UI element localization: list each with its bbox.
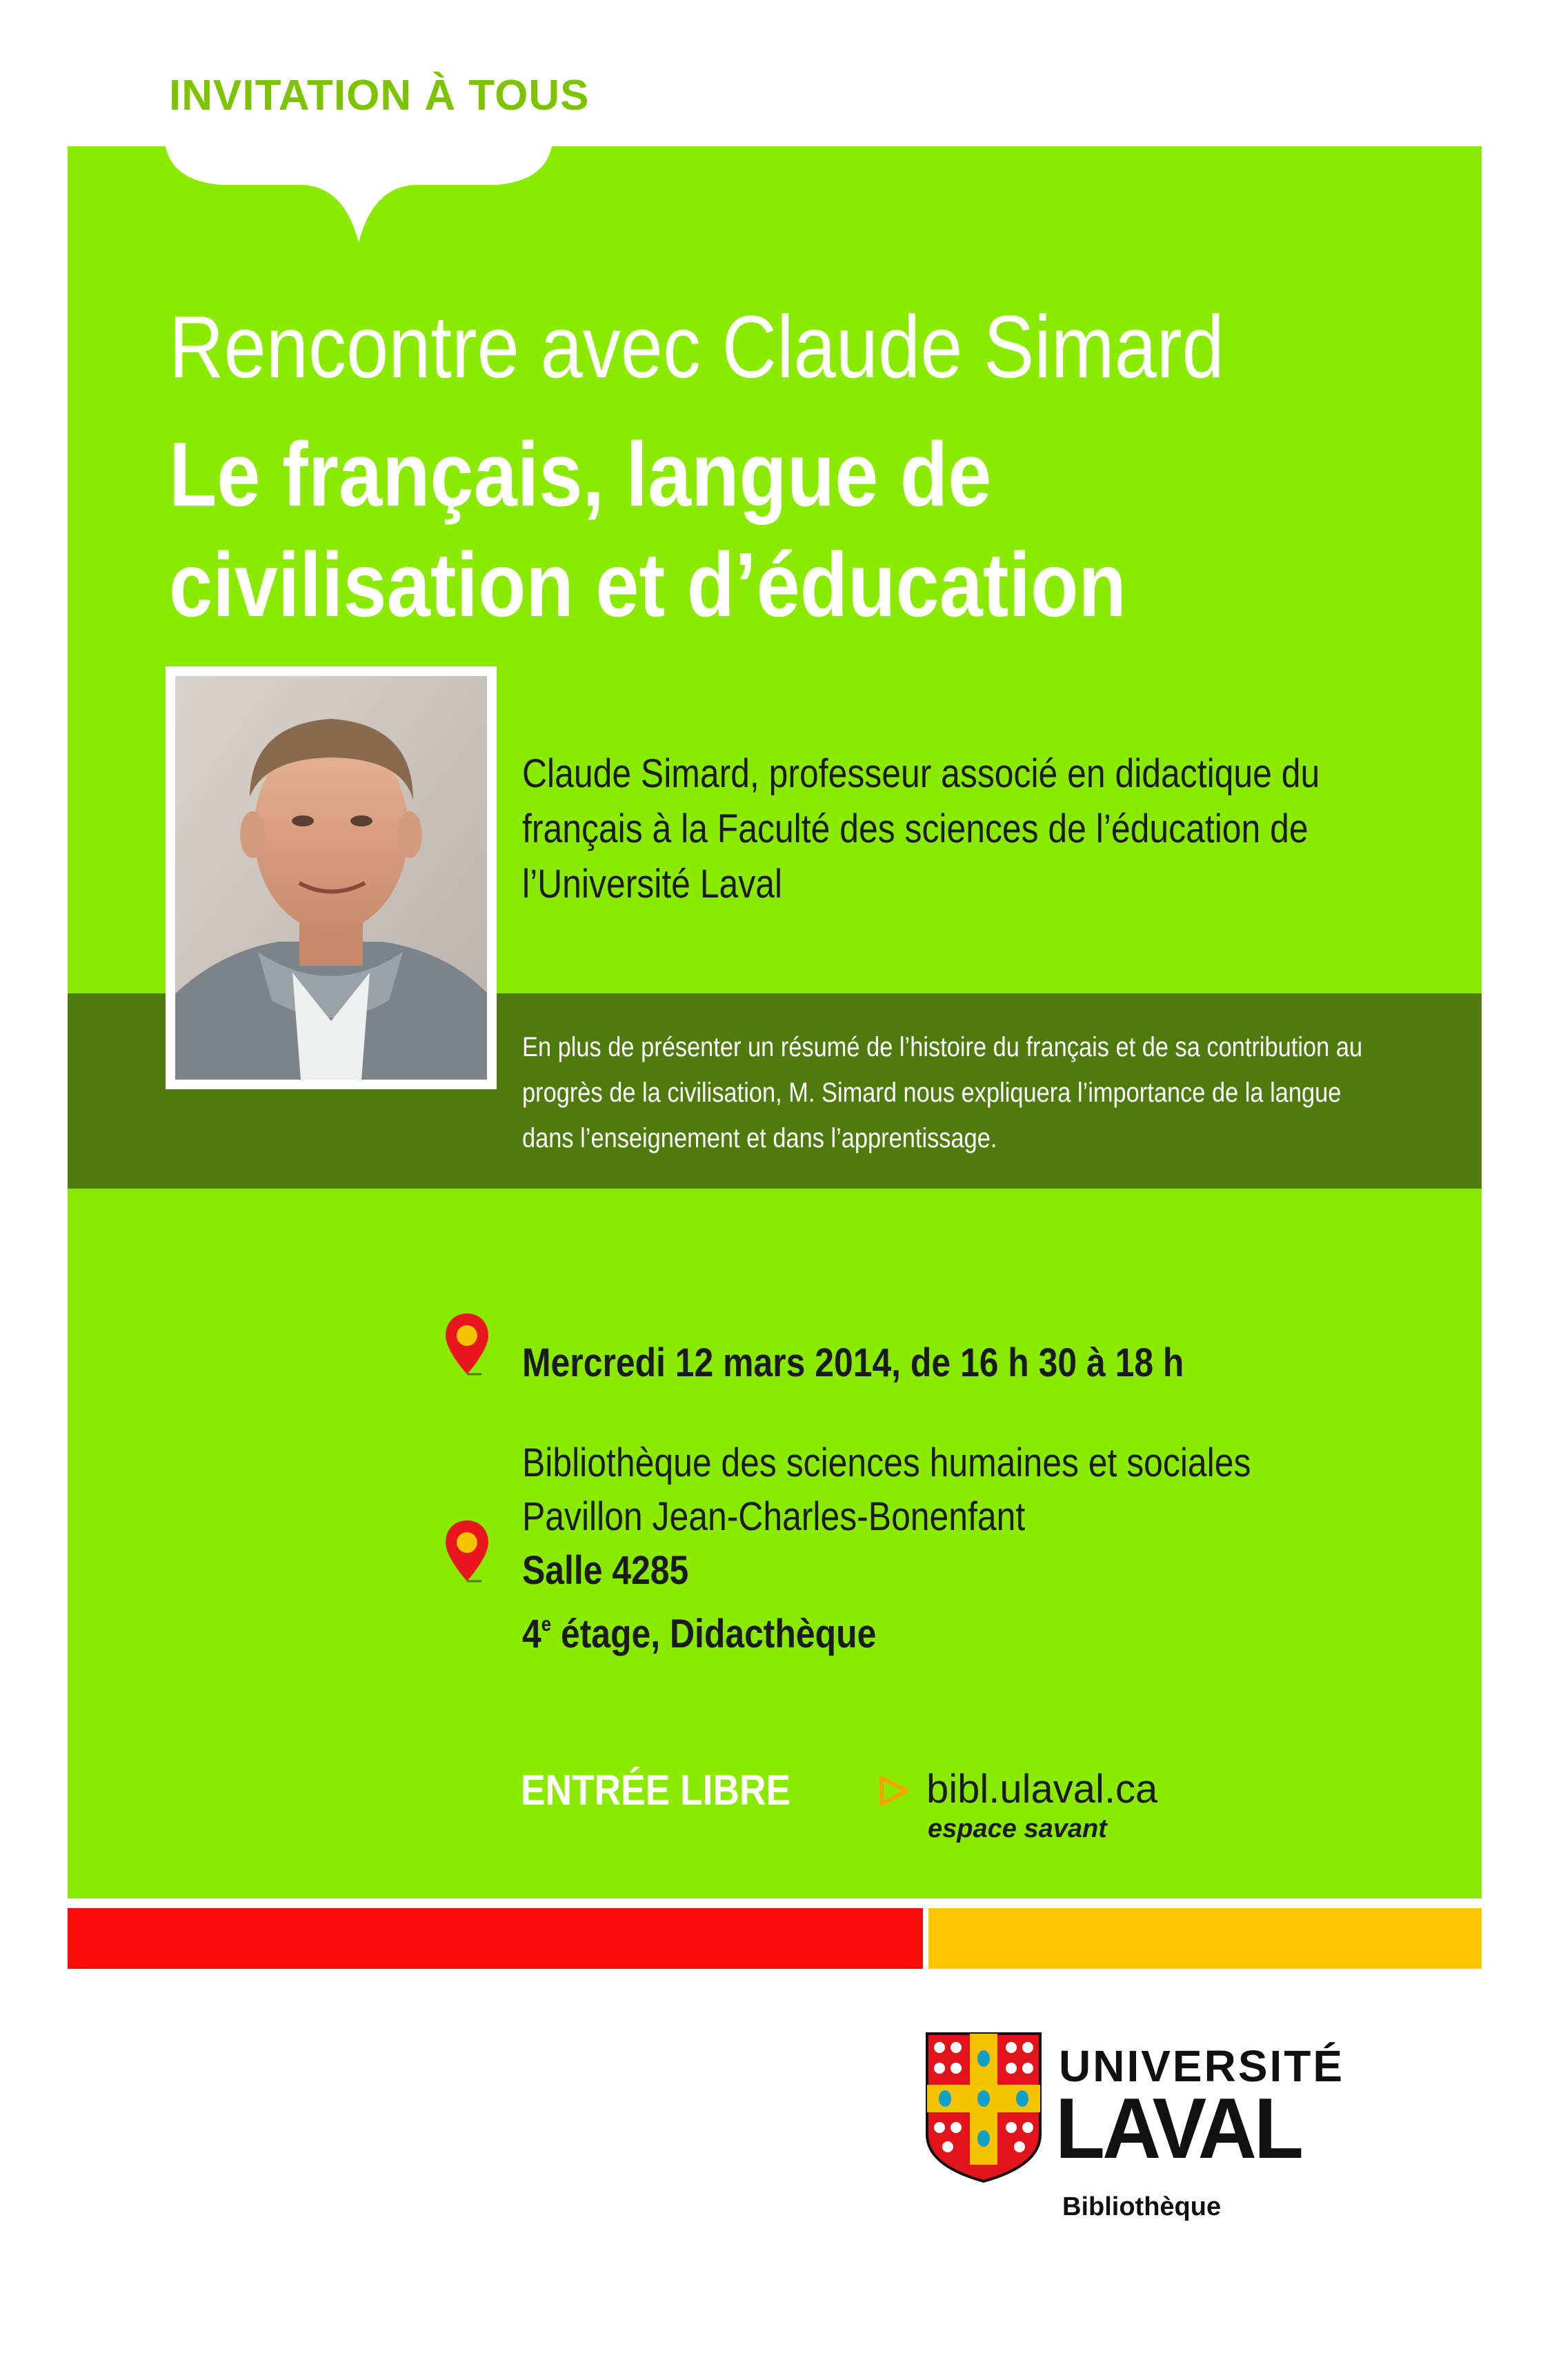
speaker-portrait: [175, 676, 487, 1080]
event-location: [522, 1436, 1251, 1661]
speaker-bio: [522, 746, 1320, 912]
floor-info: [522, 1598, 1251, 1661]
description-line: En plus de présenter un résumé de l’histoire du français et de sa contribution au: [522, 1032, 1363, 1062]
university-crest-logo: [924, 2031, 1043, 2184]
bio-line: Claude Simard, professeur associé en didactique du: [522, 751, 1320, 796]
library-label: Bibliothèque: [1062, 2192, 1222, 2221]
floor-description: étage, Didacthèque: [551, 1612, 877, 1656]
title-line-2b: civilisation et d’éducation: [169, 534, 1126, 635]
university-name-line-1: UNIVERSITÉ: [1059, 2041, 1345, 2091]
bio-line: français à la Faculté des sciences de l’éducation de: [522, 806, 1309, 851]
floor-number: 4: [522, 1612, 541, 1656]
event-date: Mercredi 12 mars 2014, de 16 h 30 à 18 h: [522, 1340, 1184, 1385]
red-bar: [68, 1908, 923, 1969]
university-name-line-2: LAVAL: [1055, 2081, 1302, 2176]
description-line: progrès de la civilisation, M. Simard nous expliquera l’importance de la langue: [522, 1078, 1342, 1108]
title-line-2: [169, 419, 1126, 640]
floor-ordinal: e: [541, 1613, 552, 1636]
title-line-2a: Le français, langue de: [169, 424, 992, 525]
title-line-1: Rencontre avec Claude Simard: [169, 298, 1224, 397]
bio-line: l’Université Laval: [522, 862, 783, 906]
description-line: dans l’enseignement et dans l’apprentissage.: [522, 1123, 997, 1153]
room-number: Salle 4285: [522, 1548, 689, 1593]
free-entry-label: ENTRÉE LIBRE: [521, 1767, 791, 1814]
invitation-heading: INVITATION À TOUS: [169, 72, 590, 119]
speech-bubble-tab: [0, 0, 1552, 276]
location-line-1: Bibliothèque des sciences humaines et sociales: [522, 1440, 1251, 1485]
yellow-bar: [928, 1908, 1482, 1969]
website-tagline: espace savant: [928, 1814, 1107, 1843]
website-link[interactable]: bibl.ulaval.ca: [926, 1767, 1158, 1812]
location-line-2: Pavillon Jean-Charles-Bonenfant: [522, 1494, 1026, 1539]
play-arrow-icon: [877, 1775, 909, 1807]
map-pin-icon: [441, 1311, 493, 1380]
event-description: [522, 1024, 1362, 1161]
map-pin-icon: [441, 1518, 493, 1587]
